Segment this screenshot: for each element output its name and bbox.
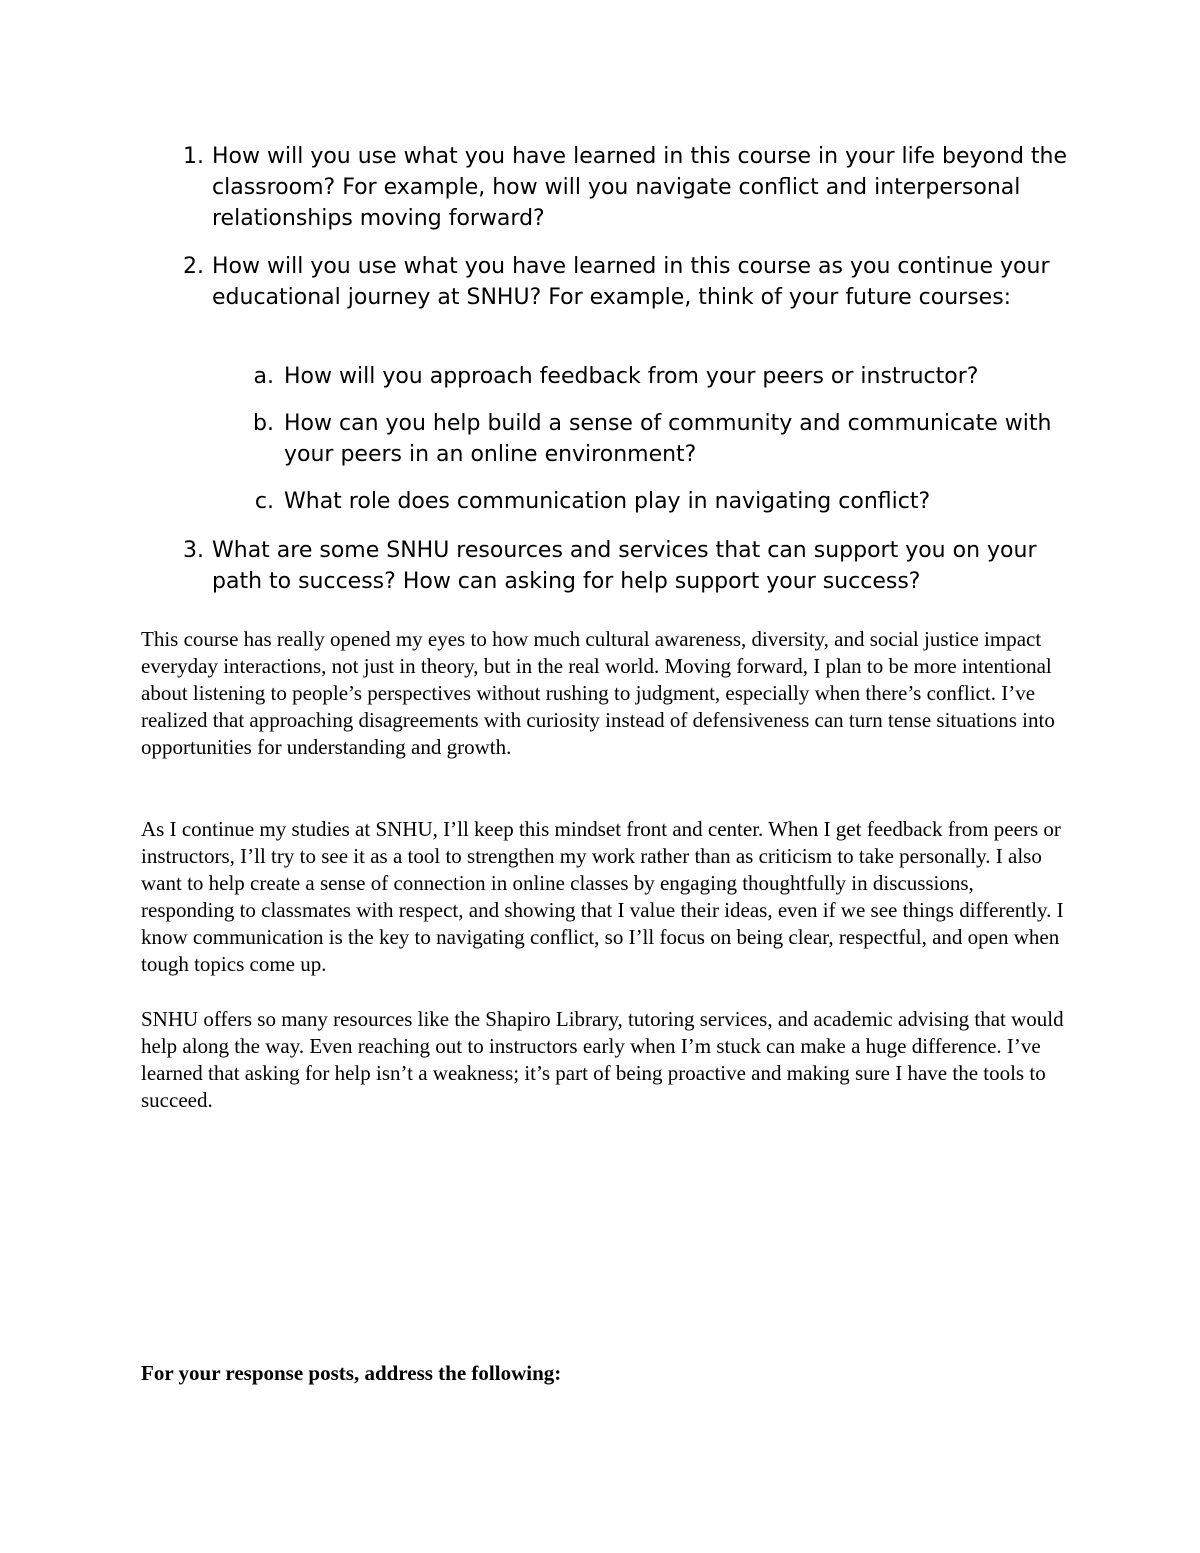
subquestion-letter: b.: [253, 411, 274, 436]
subquestion-text: How will you approach feedback from your peers or instructor?: [284, 364, 979, 389]
response-paragraph-1: This course has really opened my eyes to how much cultural awareness, diversity, and social justice impact everyday interactions, not just in theory, but in the real world. Moving forward, I plan to be more intentional about listening to people’s perspectives without rushing to judgment, especially when there’s conflict. I’ve realized that approaching disagreements with curiosity instead of defensiveness can turn tense situations into opportunities for understanding and growth.: [141, 627, 1055, 759]
question-text: What are some SNHU resources and services that can support you on your path to success? How can asking for help support your success?: [212, 538, 1037, 594]
response-posts-heading: For your response posts, address the following:: [141, 1361, 562, 1385]
question-number: 2.: [183, 254, 204, 279]
subquestion-item-c: [254, 486, 1074, 517]
question-number: 3.: [183, 538, 204, 563]
subquestion-letter: c.: [254, 489, 274, 514]
subquestion-letter: a.: [253, 364, 274, 389]
subquestion-text: How can you help build a sense of community and communicate with your peers in an online environment?: [284, 411, 1052, 467]
question-item-3: [183, 535, 1082, 597]
subquestion-text: What role does communication play in navigating conflict?: [284, 489, 931, 514]
subquestion-item-a: [253, 361, 1074, 392]
question-item-2: [183, 251, 1082, 313]
question-text: How will you use what you have learned in this course in your life beyond the classroom? For example, how will you navigate conflict and interpersonal relationships moving forward?: [212, 144, 1068, 231]
response-paragraph-2: As I continue my studies at SNHU, I’ll keep this mindset front and center. When I get feedback from peers or instructors, I’ll try to see it as a tool to strengthen my work rather than as criticism to take personally. I also want to help create a sense of connection in online classes by engaging thoughtfully in discussions, responding to classmates with respect, and showing that I value their ideas, even if we see things differently. I know communication is the key to navigating conflict, so I’ll focus on being clear, respectful, and open when tough topics come up.: [141, 817, 1064, 976]
subquestion-item-b: [253, 408, 1074, 470]
question-number: 1.: [183, 144, 204, 169]
question-item-1: [183, 141, 1082, 234]
response-paragraph-3: SNHU offers so many resources like the Shapiro Library, tutoring services, and academic advising that would help along the way. Even reaching out to instructors early when I’m stuck can make a huge difference. I’ve learned that asking for help isn’t a weakness; it’s part of being proactive and making sure I have the tools to succeed.: [141, 1007, 1064, 1112]
question-text: How will you use what you have learned in this course as you continue your educational journey at SNHU? For example, think of your future courses:: [212, 254, 1050, 310]
